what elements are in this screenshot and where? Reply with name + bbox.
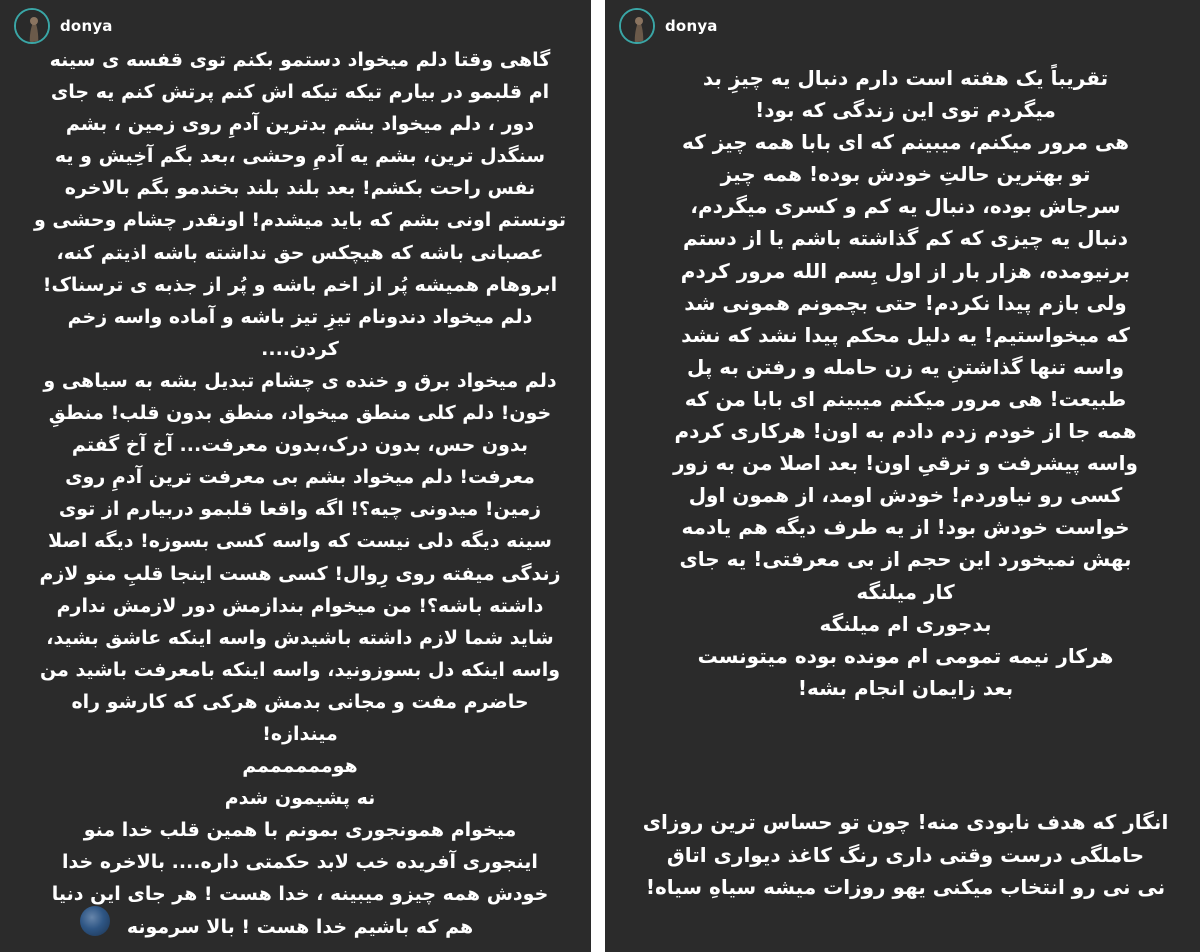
text-line: دنبال یه چیزی که کم گذاشته باشم یا از دستم xyxy=(682,226,1129,251)
text-line: سرجاش بوده، دنبال یه کم و کسری میگردم، xyxy=(690,194,1121,219)
text-line: کردن.... xyxy=(261,337,339,360)
text-line: خواست خودش بود! از یه طرف دیگه هم یادمه xyxy=(681,515,1130,540)
text-line: بدون حس، بدون درک،بدون معرفت... آخ آخ گفتم xyxy=(71,434,529,457)
text-line: برنیومده، هزار بار از اول بِسم الله مرور کردم xyxy=(680,258,1131,283)
text-line: انگار که هدف نابودی منه! چون تو حساس ترین روزای xyxy=(642,810,1169,834)
text-line: خون! دلم کلی منطق میخواد، منطق بدون قلب! منطقِ xyxy=(48,402,552,425)
text-line: ابروهام همیشه پُر از اخم باشه و پُر از جذبه ی ترسناک! xyxy=(42,273,558,296)
text-line: نفس راحت بکشم! بعد بلند بلند بخندمو بگم بالاخره xyxy=(64,177,536,200)
text-line: طبیعت! هی مرور میکنم میبینم ای بابا من که xyxy=(684,386,1127,411)
text-line: همه جا از خودم زدم دادم به اون! هرکاری کردم xyxy=(674,419,1137,444)
text-line: تقریباً یک هفته است دارم دنبال یه چیزِ بد xyxy=(702,66,1109,90)
text-line: واسه تنها گذاشتنِ یه زن حامله و رفتن به پل xyxy=(686,354,1125,379)
story-text-bottom xyxy=(633,806,1178,904)
text-line: نه پشیمون شدم xyxy=(224,787,376,810)
text-line: سینه دیگه دلی نیست که واسه کسی بسوزه! دیگه اصلا xyxy=(48,530,552,553)
text-line: حاضرم مفت و مجانی بدمش هرکی که کارشو راه xyxy=(71,690,529,713)
text-line: واسه پیشرفت و ترقیِ اون! بعد اصلا من به زور xyxy=(673,451,1138,476)
profile-photo-icon xyxy=(16,10,50,44)
story-header[interactable] xyxy=(14,6,113,46)
text-line: کار میلنگه xyxy=(856,579,955,604)
text-line: دور ، دلم میخواد بشم بدترین آدمِ روی زمین ، بشم xyxy=(65,113,535,136)
text-line: تونستم اونی بشم که باید میشدم! اونقدر چشام وحشی و xyxy=(33,209,567,232)
text-line: خودش همه چیزو میبینه ، خدا هست ! هر جای این دنیا xyxy=(51,883,549,906)
text-line: هرکار نیمه تمومی ام مونده بوده میتونست xyxy=(697,643,1114,668)
text-line: هی مرور میکنم، میبینم که ای بابا همه چیز که xyxy=(681,130,1130,155)
text-line: میندازه! xyxy=(262,722,338,745)
text-line: هوممممممم xyxy=(242,755,358,778)
globe-sticker xyxy=(80,906,110,936)
text-line: بدجوری ام میلنگه xyxy=(819,611,992,636)
text-line: گاهی وقتا دلم میخواد دستمو بکنم توی قفسه ی سینه xyxy=(49,49,551,71)
text-line: زندگی میفته روی رِوال! کسی هست اینجا قلبِ منو لازم xyxy=(39,562,561,585)
text-line: واسه اینکه دل بسوزونید، واسه اینکه بامعرفت باشید من xyxy=(39,658,561,681)
avatar[interactable] xyxy=(14,8,50,44)
story-panel-right xyxy=(605,0,1200,952)
text-line: ام قلبمو در بیارم تیکه تیکه اش کنم پرتش کنم یه جای xyxy=(50,81,550,104)
text-line: شاید شما لازم داشته باشیدش واسه اینکه عاشق بشید، xyxy=(46,626,554,649)
story-text xyxy=(22,44,578,943)
text-line: تو بهترین حالتِ خودش بوده! همه چیز xyxy=(720,162,1091,187)
text-line: دلم میخواد دندونام تیزِ تیز باشه و آماده واسه زخم xyxy=(67,305,533,328)
text-line: بعد زایمان انجام بشه! xyxy=(797,675,1014,700)
avatar[interactable] xyxy=(619,8,655,44)
text-line: سنگدل ترین، بشم یه آدمِ وحشی ،بعد بگم آخِیش و یه xyxy=(54,145,546,168)
text-line: که میخواستیم! یه دلیل محکم پیدا نشد که نشد xyxy=(681,322,1130,347)
text-line: نی نی رو انتخاب میکنی یهو روزات میشه سیاهِ سیاه! xyxy=(645,875,1166,899)
text-line: میگردم توی این زندگی که بود! xyxy=(755,98,1056,123)
text-line: زمین! میدونی چیه؟! اگه واقعا قلبمو دربیارم از توی xyxy=(58,498,542,521)
text-line: اینجوری آفریده خب لابد حکمتی داره.... بالاخره خدا xyxy=(62,851,538,874)
text-line: کسی رو نیاوردم! خودش اومد، از همون اول xyxy=(688,483,1123,508)
text-line: داشته باشه؟! من میخوام بندازمش دور لازمش ندارم xyxy=(56,594,544,617)
text-line: معرفت! دلم میخواد بشم بی معرفت ترین آدمِ روی xyxy=(65,466,535,489)
text-line: حاملگی درست وقتی داری رنگ کاغذ دیواری اتاق xyxy=(666,842,1145,867)
username[interactable]: donya xyxy=(665,17,718,35)
username[interactable]: donya xyxy=(60,17,113,35)
text-line: دلم میخواد برق و خنده ی چشام تبدیل بشه به سیاهی و xyxy=(43,369,557,392)
text-line: ولی بازم پیدا نکردم! حتی بچمونم همونی شد xyxy=(684,290,1127,315)
story-header[interactable] xyxy=(619,6,718,46)
story-panel-left xyxy=(0,0,591,952)
story-text xyxy=(633,62,1178,704)
text-line: میخوام همونجوری بمونم با همین قلب خدا منو xyxy=(83,819,517,842)
text-line: عصبانی باشه که هیچکس حق نداشته باشه اذیتم کنه، xyxy=(56,241,544,264)
text-line: بهش نمیخورد این حجم از بی معرفتی! یه جای xyxy=(679,547,1132,572)
text-line: هم که باشیم خدا هست ! بالا سرمونه xyxy=(126,915,474,938)
profile-photo-icon xyxy=(621,10,655,44)
